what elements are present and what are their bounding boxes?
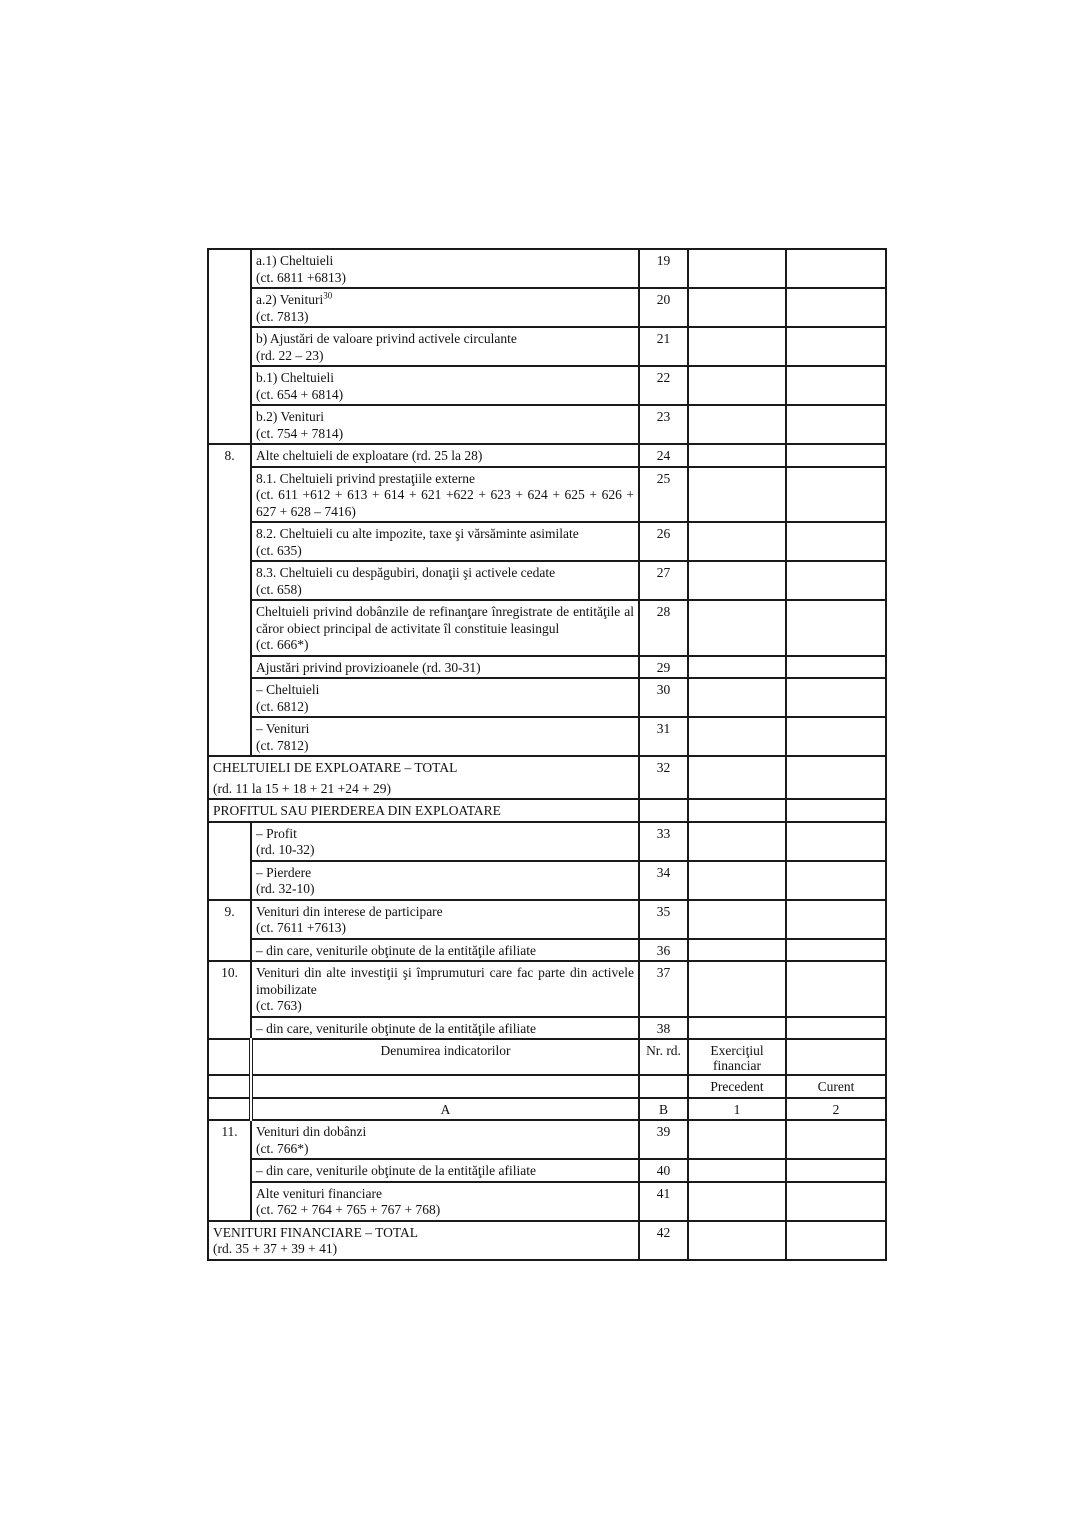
header-precedent: Precedent (688, 1075, 786, 1098)
row-37 (208, 961, 886, 1017)
row-code: 31 (639, 717, 688, 756)
row-25 (208, 467, 886, 523)
row-code: 39 (639, 1120, 688, 1159)
row-code: 19 (639, 249, 688, 288)
row-26 (208, 522, 886, 561)
indicator-name: – Venituri (ct. 7812) (251, 717, 639, 756)
indicator-name: VENITURI FINANCIARE – TOTAL (rd. 35 + 37 + 39 + 41) (208, 1221, 639, 1260)
header-col-1: 1 (688, 1098, 786, 1121)
row-code: 30 (639, 678, 688, 717)
indicator-name: – Cheltuieli (ct. 6812) (251, 678, 639, 717)
indicator-name: – Profit (rd. 10-32) (251, 822, 639, 861)
indicator-name: – din care, veniturile obţinute de la entităţile afiliate (251, 939, 639, 962)
row-code: 36 (639, 939, 688, 962)
row-code: 20 (639, 288, 688, 327)
header-col-b: B (639, 1098, 688, 1121)
indicator-name: 8.3. Cheltuieli cu despăgubiri, donaţii şi activele cedate (ct. 658) (251, 561, 639, 600)
indicator-name: CHELTUIELI DE EXPLOATARE – TOTAL (rd. 11 la 15 + 18 + 21 +24 + 29) (208, 756, 639, 799)
row-32-total-exploatare (208, 756, 886, 799)
footnote-marker: 30 (323, 290, 333, 301)
row-code: 33 (639, 822, 688, 861)
row-code: 25 (639, 467, 688, 523)
row-21 (208, 327, 886, 366)
row-42-total-financiare (208, 1221, 886, 1260)
indicator-name: 8.2. Cheltuieli cu alte impozite, taxe şi vărsăminte asimilate (ct. 635) (251, 522, 639, 561)
row-code: 34 (639, 861, 688, 900)
row-number (208, 249, 251, 288)
indicator-name: Ajustări privind provizioanele (rd. 30-31) (251, 656, 639, 679)
section-number: 11. (208, 1120, 251, 1159)
row-22 (208, 366, 886, 405)
row-code: 42 (639, 1221, 688, 1260)
indicator-name: Venituri din interese de participare (ct. 7611 +7613) (251, 900, 639, 939)
row-code: 22 (639, 366, 688, 405)
section-title: PROFITUL SAU PIERDEREA DIN EXPLOATARE (208, 799, 639, 822)
header-col-2: 2 (786, 1098, 886, 1121)
header-col-a: A (251, 1098, 639, 1121)
row-31 (208, 717, 886, 756)
row-code: 37 (639, 961, 688, 1017)
indicator-name: b.1) Cheltuieli (ct. 654 + 6814) (251, 366, 639, 405)
indicator-name: a.2) Venituri$^{30}$ (ct. 7813) (251, 288, 639, 327)
row-39 (208, 1120, 886, 1159)
row-23 (208, 405, 886, 444)
row-29 (208, 656, 886, 679)
indicator-name: 8.1. Cheltuieli privind prestaţiile externe (ct. 611 +612 + 613 + 614 + 621 +622 + 623 + 624 + 625 + 626 + 627 + 628 – 7416) (251, 467, 639, 523)
row-code: 26 (639, 522, 688, 561)
indicator-name: Cheltuieli privind dobânzile de refinanţare înregistrate de entităţile al căror obiect principal de activitate îl constituie leasingul (ct. 666*) (251, 600, 639, 656)
header-curent: Curent (786, 1075, 886, 1098)
row-code: 28 (639, 600, 688, 656)
row-38 (208, 1017, 886, 1040)
header-nr-rd: Nr. rd. (639, 1039, 688, 1075)
indicator-name: – din care, veniturile obţinute de la entităţile afiliate (251, 1017, 639, 1040)
section-number: 9. (208, 900, 251, 939)
indicator-name: – Pierdere (rd. 32-10) (251, 861, 639, 900)
value-precedent (688, 249, 786, 288)
indicator-name: a.1) Cheltuieli (ct. 6811 +6813) (251, 249, 639, 288)
header-exercitiu: Exerciţiul financiar (688, 1039, 786, 1075)
indicator-name: b) Ajustări de valoare privind activele circulante (rd. 22 – 23) (251, 327, 639, 366)
value-curent (786, 249, 886, 288)
row-code: 41 (639, 1182, 688, 1221)
section-number: 8. (208, 444, 251, 467)
row-34 (208, 861, 886, 900)
indicator-name: Alte venituri financiare (ct. 762 + 764 + 765 + 767 + 768) (251, 1182, 639, 1221)
row-code: 21 (639, 327, 688, 366)
section-number: 10. (208, 961, 251, 1017)
row-19 (208, 249, 886, 288)
row-35 (208, 900, 886, 939)
row-code: 38 (639, 1017, 688, 1040)
row-33 (208, 822, 886, 861)
row-code: 24 (639, 444, 688, 467)
row-27 (208, 561, 886, 600)
row-20 (208, 288, 886, 327)
row-28 (208, 600, 886, 656)
row-41 (208, 1182, 886, 1221)
row-code: 40 (639, 1159, 688, 1182)
header-subrow (208, 1075, 886, 1098)
indicator-name: Alte cheltuieli de exploatare (rd. 25 la 28) (251, 444, 639, 467)
row-40 (208, 1159, 886, 1182)
row-code: 29 (639, 656, 688, 679)
row-code: 23 (639, 405, 688, 444)
indicator-name: Venituri din dobânzi (ct. 766*) (251, 1120, 639, 1159)
indicator-name: – din care, veniturile obţinute de la entităţile afiliate (251, 1159, 639, 1182)
row-profit-title (208, 799, 886, 822)
header-row (208, 1039, 886, 1075)
row-code: 27 (639, 561, 688, 600)
header-letters-row (208, 1098, 886, 1121)
row-code: 35 (639, 900, 688, 939)
row-36 (208, 939, 886, 962)
indicator-name: Venituri din alte investiţii şi împrumuturi care fac parte din activele imobilizate (ct. 763) (251, 961, 639, 1017)
row-30 (208, 678, 886, 717)
financial-statement-table (207, 248, 887, 1261)
header-denumire: Denumirea indicatorilor (251, 1039, 639, 1075)
row-24 (208, 444, 886, 467)
row-code: 32 (639, 756, 688, 799)
indicator-name: b.2) Venituri (ct. 754 + 7814) (251, 405, 639, 444)
